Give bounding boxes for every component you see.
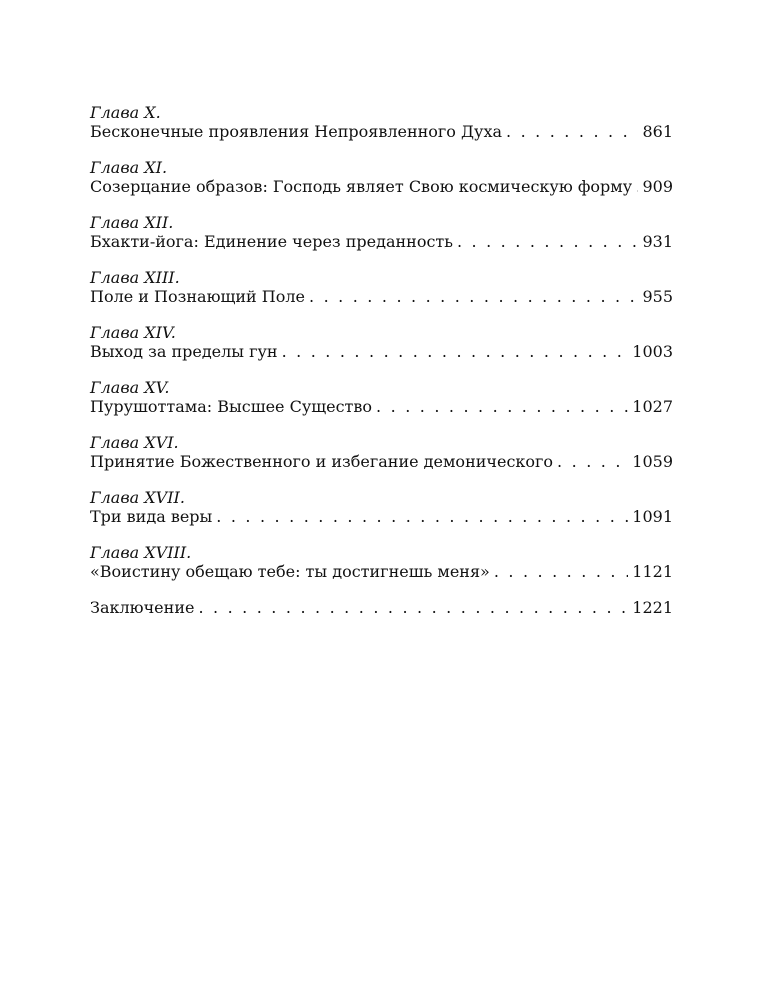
dot-leader bbox=[198, 598, 628, 617]
toc-entry-line[interactable] bbox=[90, 507, 673, 526]
dot-leader bbox=[376, 397, 628, 416]
toc-entry-line[interactable] bbox=[90, 122, 673, 141]
toc-entry-chapter-17 bbox=[90, 488, 673, 526]
dot-leader bbox=[636, 177, 638, 196]
chapter-title: Бхакти-йога: Единение через преданность bbox=[90, 232, 453, 251]
toc-entry-chapter-10 bbox=[90, 103, 673, 141]
chapter-title: Созерцание образов: Господь являет Свою космическую форму bbox=[90, 177, 633, 196]
dot-leader bbox=[216, 507, 628, 526]
toc-entry-line[interactable] bbox=[90, 287, 673, 306]
toc-entry-line[interactable] bbox=[90, 177, 673, 196]
chapter-label: Глава XIII. bbox=[90, 268, 180, 287]
chapter-label: Глава X. bbox=[90, 103, 161, 122]
chapter-title: Пурушоттама: Высшее Существо bbox=[90, 397, 373, 416]
conclusion-title: Заключение bbox=[90, 598, 195, 617]
chapter-label: Глава XI. bbox=[90, 158, 168, 177]
toc-entry-chapter-13 bbox=[90, 268, 673, 306]
chapter-title: Выход за пределы гун bbox=[90, 342, 278, 361]
page-number: 909 bbox=[642, 177, 673, 196]
toc-entry-chapter-18 bbox=[90, 543, 673, 581]
toc-entry-chapter-15 bbox=[90, 378, 673, 416]
toc-entry-line[interactable] bbox=[90, 598, 673, 617]
page-number: 1091 bbox=[632, 507, 673, 526]
page-number: 931 bbox=[642, 232, 673, 251]
toc-entry-chapter-16 bbox=[90, 433, 673, 471]
table-of-contents bbox=[90, 103, 673, 634]
toc-entry-line[interactable] bbox=[90, 452, 673, 471]
chapter-label: Глава XVI. bbox=[90, 433, 179, 452]
toc-entry-chapter-14 bbox=[90, 323, 673, 361]
dot-leader bbox=[494, 562, 628, 581]
page-number: 1121 bbox=[632, 562, 673, 581]
page-number: 955 bbox=[642, 287, 673, 306]
chapter-label: Глава XVIII. bbox=[90, 543, 192, 562]
chapter-title: «Воистину обещаю тебе: ты достигнешь меня» bbox=[90, 562, 490, 581]
toc-entry-chapter-12 bbox=[90, 213, 673, 251]
toc-entry-chapter-11 bbox=[90, 158, 673, 196]
chapter-label: Глава XV. bbox=[90, 378, 170, 397]
toc-entry-line[interactable] bbox=[90, 232, 673, 251]
chapter-label: Глава XII. bbox=[90, 213, 174, 232]
page-number: 1221 bbox=[632, 598, 673, 617]
dot-leader bbox=[309, 287, 638, 306]
toc-entry-line[interactable] bbox=[90, 397, 673, 416]
dot-leader bbox=[557, 452, 628, 471]
chapter-title: Принятие Божественного и избегание демонического bbox=[90, 452, 554, 471]
toc-entry-line[interactable] bbox=[90, 342, 673, 361]
chapter-title: Бесконечные проявления Непроявленного Духа bbox=[90, 122, 503, 141]
page-number: 1027 bbox=[632, 397, 673, 416]
page-number: 1003 bbox=[632, 342, 673, 361]
toc-entry-line[interactable] bbox=[90, 562, 673, 581]
chapter-title: Поле и Познающий Поле bbox=[90, 287, 306, 306]
chapter-title: Три вида веры bbox=[90, 507, 213, 526]
page-number: 861 bbox=[642, 122, 673, 141]
page-number: 1059 bbox=[632, 452, 673, 471]
toc-entry-conclusion bbox=[90, 598, 673, 617]
dot-leader bbox=[457, 232, 638, 251]
dot-leader bbox=[506, 122, 638, 141]
dot-leader bbox=[282, 342, 629, 361]
chapter-label: Глава XIV. bbox=[90, 323, 176, 342]
chapter-label: Глава XVII. bbox=[90, 488, 185, 507]
